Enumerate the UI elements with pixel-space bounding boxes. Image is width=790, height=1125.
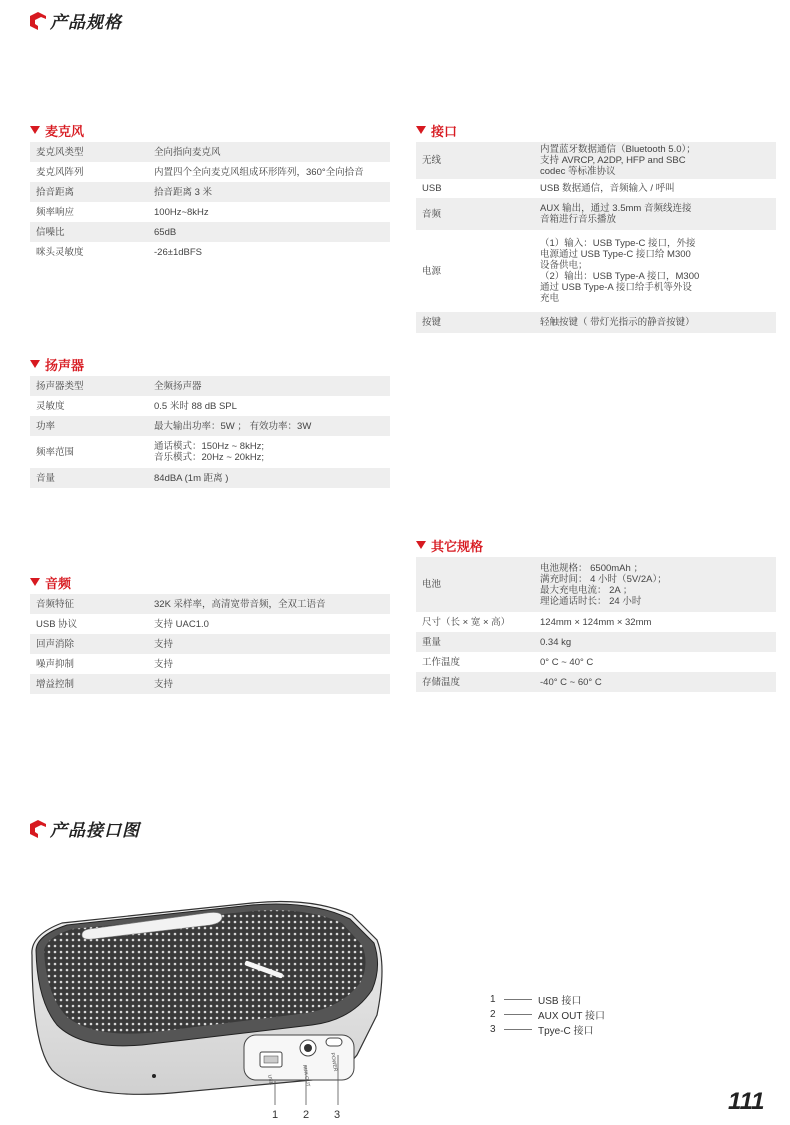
- legend-item: 2 AUX OUT 接口: [490, 1009, 606, 1022]
- ports-header: [30, 816, 140, 841]
- spec-table: [30, 142, 390, 262]
- table-row: [416, 612, 776, 632]
- section-mic: [30, 121, 390, 262]
- table-row: [30, 674, 390, 694]
- spec-key: 重量: [416, 632, 534, 652]
- spec-value: 电池规格： 6500mAh ； 满充时间： 4 小时（5V/2A）； 最大充电电流： 2A ； 理论通话时长： 24 小时: [534, 557, 776, 612]
- triangle-icon: [30, 126, 40, 134]
- spec-value: 内置四个全向麦克风组成环形阵列，360°全向拾音: [148, 162, 390, 182]
- spec-value: 65dB: [148, 222, 390, 242]
- section-other: [416, 536, 776, 692]
- spec-value: AUX 输出，通过 3.5mm 音频线连接 音箱进行音乐播放: [534, 198, 776, 230]
- spec-key: USB 协议: [30, 614, 148, 634]
- spec-key: USB: [416, 179, 534, 198]
- device-illustration: [22, 895, 402, 1125]
- spec-key: 音频: [416, 198, 534, 230]
- table-row: [416, 557, 776, 612]
- spec-key: 麦克风类型: [30, 142, 148, 162]
- spec-value: 84dBA (1m 距离 ): [148, 468, 390, 488]
- table-row: [30, 594, 390, 614]
- port-label-usb: USB: [266, 1074, 274, 1086]
- spec-value: 支持 UAC1.0: [148, 614, 390, 634]
- spec-table: [416, 557, 776, 692]
- section-title: 其它规格: [431, 538, 484, 554]
- table-row: [30, 222, 390, 242]
- table-row: [416, 312, 776, 333]
- brand-logo-icon: [30, 12, 46, 30]
- spec-value: 支持: [148, 634, 390, 654]
- section-audio: [30, 573, 390, 694]
- table-row: [30, 396, 390, 416]
- spec-key: 音频特征: [30, 594, 148, 614]
- spec-value: 支持: [148, 654, 390, 674]
- spec-key: 回声消除: [30, 634, 148, 654]
- spec-value: -26±1dBFS: [148, 242, 390, 262]
- spec-key: 按键: [416, 312, 534, 333]
- spec-key: 工作温度: [416, 652, 534, 672]
- spec-value: 0° C ~ 40° C: [534, 652, 776, 672]
- typec-port: [326, 1038, 342, 1046]
- section-title: 接口: [431, 123, 458, 139]
- spec-value: 0.34 kg: [534, 632, 776, 652]
- spec-value: 内置蓝牙数据通信（Bluetooth 5.0）； 支持 AVRCP, A2DP, HFP and SBC codec 等标准协议: [534, 142, 776, 179]
- table-row: [30, 182, 390, 202]
- spec-key: 增益控制: [30, 674, 148, 694]
- spec-key: 无线: [416, 142, 534, 179]
- spec-value: -40° C ~ 60° C: [534, 672, 776, 692]
- section-title: 麦克风: [45, 123, 85, 139]
- spec-key: 音量: [30, 468, 148, 488]
- spec-value: 全频扬声器: [148, 376, 390, 396]
- brand-logo-icon: [30, 820, 46, 838]
- spec-value: 124mm × 124mm × 32mm: [534, 612, 776, 632]
- spec-value: 支持: [148, 674, 390, 694]
- spec-key: 麦克风阵列: [30, 162, 148, 182]
- spec-value: 最大输出功率：5W ； 有效功率：3W: [148, 416, 390, 436]
- page-title: 产品规格: [50, 13, 122, 32]
- spec-table: [30, 376, 390, 488]
- table-row: [30, 242, 390, 262]
- table-row: [30, 202, 390, 222]
- section-title: 扬声器: [45, 357, 85, 373]
- spec-key: 尺寸（长 × 宽 × 高）: [416, 612, 534, 632]
- spec-value: 100Hz~8kHz: [148, 202, 390, 222]
- table-row: [30, 162, 390, 182]
- spec-key: 电池: [416, 557, 534, 612]
- page-number: 111: [728, 1088, 765, 1115]
- callout-2: 2: [303, 1109, 310, 1121]
- spec-value: （1）输入：USB Type-C 接口，外接 电源通过 USB Type-C 接口给 M300 设备供电； （2）输出：USB Type-A 接口，M300 通过 USB Type-A 接口给手机等外设 充电: [534, 230, 776, 312]
- section-heading: 产品接口图: [50, 821, 140, 840]
- section-interface: [416, 121, 776, 333]
- triangle-icon: [416, 126, 426, 134]
- callout-1: 1: [272, 1109, 279, 1121]
- table-row: [30, 436, 390, 468]
- section-title: 音频: [45, 575, 72, 591]
- table-row: [30, 634, 390, 654]
- table-row: [416, 179, 776, 198]
- spec-table: [416, 142, 776, 333]
- spec-value: 通话模式：150Hz ~ 8kHz; 音乐模式：20Hz ~ 20kHz;: [148, 436, 390, 468]
- port-label-power: POWER: [329, 1052, 339, 1072]
- spec-value: 全向指向麦克风: [148, 142, 390, 162]
- table-row: [416, 632, 776, 652]
- port-legend: [490, 992, 605, 1037]
- spec-value: 32K 采样率，高清宽带音频，全双工语音: [148, 594, 390, 614]
- section-speaker: [30, 355, 390, 488]
- triangle-icon: [30, 360, 40, 368]
- spec-key: 灵敏度: [30, 396, 148, 416]
- legend-item: 1 USB 接口: [490, 994, 582, 1007]
- table-row: [416, 198, 776, 230]
- table-row: [416, 142, 776, 179]
- triangle-icon: [30, 578, 40, 586]
- triangle-icon: [416, 541, 426, 549]
- table-row: [30, 614, 390, 634]
- table-row: [30, 416, 390, 436]
- spec-key: 信噪比: [30, 222, 148, 242]
- spec-key: 功率: [30, 416, 148, 436]
- spec-key: 拾音距离: [30, 182, 148, 202]
- table-row: [30, 468, 390, 488]
- spec-value: 0.5 米时 88 dB SPL: [148, 396, 390, 416]
- spec-key: 咪头灵敏度: [30, 242, 148, 262]
- table-row: [416, 230, 776, 312]
- table-row: [30, 142, 390, 162]
- spec-value: USB 数据通信，音频输入 / 呼叫: [534, 179, 776, 198]
- spec-value: 轻触按键（ 带灯光指示的静音按键）: [534, 312, 776, 333]
- table-row: [30, 376, 390, 396]
- table-row: [30, 654, 390, 674]
- spec-key: 频率响应: [30, 202, 148, 222]
- spec-key: 频率范围: [30, 436, 148, 468]
- spec-table: [30, 594, 390, 694]
- table-row: [416, 652, 776, 672]
- spec-value: 拾音距离 3 米: [148, 182, 390, 202]
- spec-key: 电源: [416, 230, 534, 312]
- port-label-aux: AUX OUT: [301, 1064, 311, 1088]
- spec-header: [30, 8, 122, 33]
- table-row: [416, 672, 776, 692]
- legend-item: 3 Tpye-C 接口: [490, 1024, 594, 1037]
- spec-key: 存储温度: [416, 672, 534, 692]
- callout-3: 3: [334, 1109, 341, 1121]
- spec-key: 扬声器类型: [30, 376, 148, 396]
- spec-key: 噪声抑制: [30, 654, 148, 674]
